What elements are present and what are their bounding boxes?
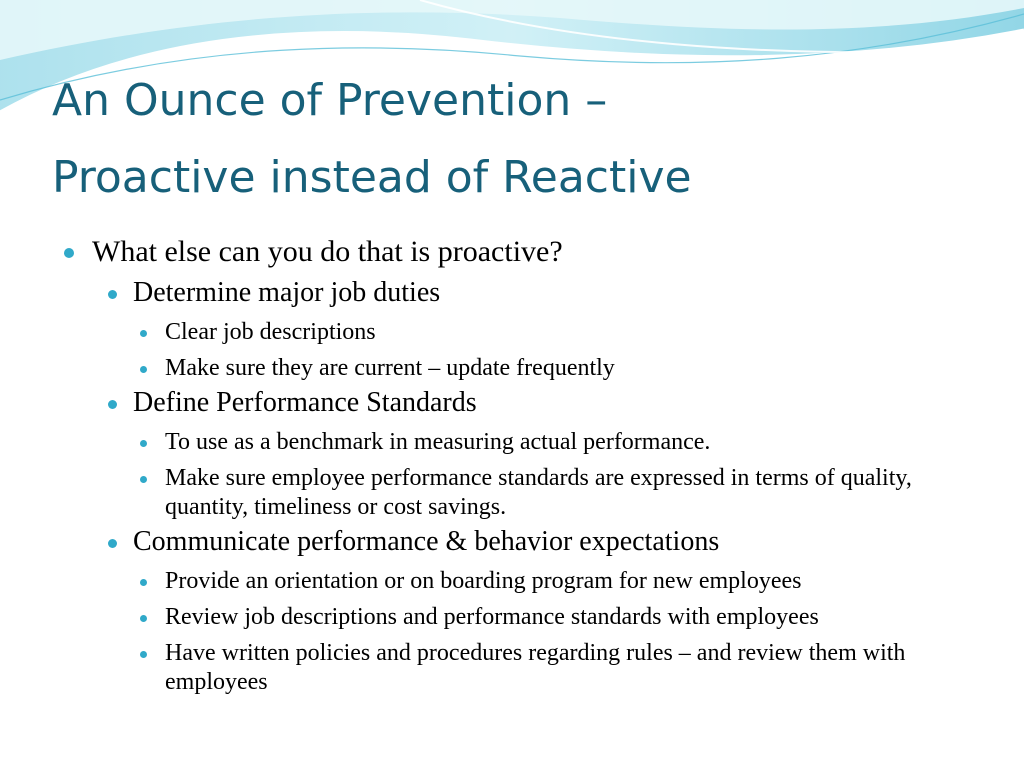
bullet-define-standards (133, 385, 1024, 421)
slide-title (52, 62, 692, 216)
sub-bullet-benchmark (165, 428, 965, 457)
bullet-dot-icon (140, 440, 147, 447)
bullet-dot-icon (108, 290, 117, 299)
sub-bullet-clear-descriptions (165, 318, 965, 347)
slide-title-line-2: Proactive instead of Reactive (52, 152, 692, 203)
bullet-text: Define Performance Standards (133, 387, 477, 418)
bullet-text: Provide an orientation or on boarding program for new employees (165, 568, 802, 594)
bullet-dot-icon (140, 651, 147, 658)
sub-bullet-orientation (165, 567, 965, 596)
bullet-text: What else can you do that is proactive? (92, 235, 563, 268)
bullet-text: Make sure employee performance standards are expressed in terms of quality, quantity, timeliness or cost savings. (165, 465, 912, 520)
bullet-dot-icon (140, 615, 147, 622)
sub-bullet-review-descriptions (165, 603, 965, 632)
bullet-proactive-question (92, 232, 1024, 272)
bullet-communicate-expectations (133, 524, 1024, 560)
sub-bullet-keep-current (165, 354, 965, 383)
bullet-text: Have written policies and procedures regarding rules – and review them with employees (165, 640, 906, 695)
bullet-text: To use as a benchmark in measuring actual performance. (165, 429, 711, 455)
bullet-dot-icon (140, 579, 147, 586)
bullet-text: Make sure they are current – update frequently (165, 355, 615, 381)
bullet-dot-icon (140, 476, 147, 483)
sub-bullet-written-policies (165, 639, 965, 697)
bullet-dot-icon (64, 248, 74, 258)
bullet-dot-icon (140, 366, 147, 373)
bullet-dot-icon (108, 400, 117, 409)
bullet-dot-icon (108, 539, 117, 548)
bullet-dot-icon (140, 330, 147, 337)
bullet-text: Determine major job duties (133, 277, 441, 308)
sub-bullet-standards-terms (165, 464, 965, 522)
bullet-determine-duties (133, 275, 1024, 311)
bullet-text: Clear job descriptions (165, 319, 376, 345)
slide-content (0, 232, 1024, 697)
bullet-text: Review job descriptions and performance standards with employees (165, 604, 819, 630)
slide-title-line-1: An Ounce of Prevention – (52, 75, 608, 126)
bullet-text: Communicate performance & behavior expectations (133, 526, 720, 557)
